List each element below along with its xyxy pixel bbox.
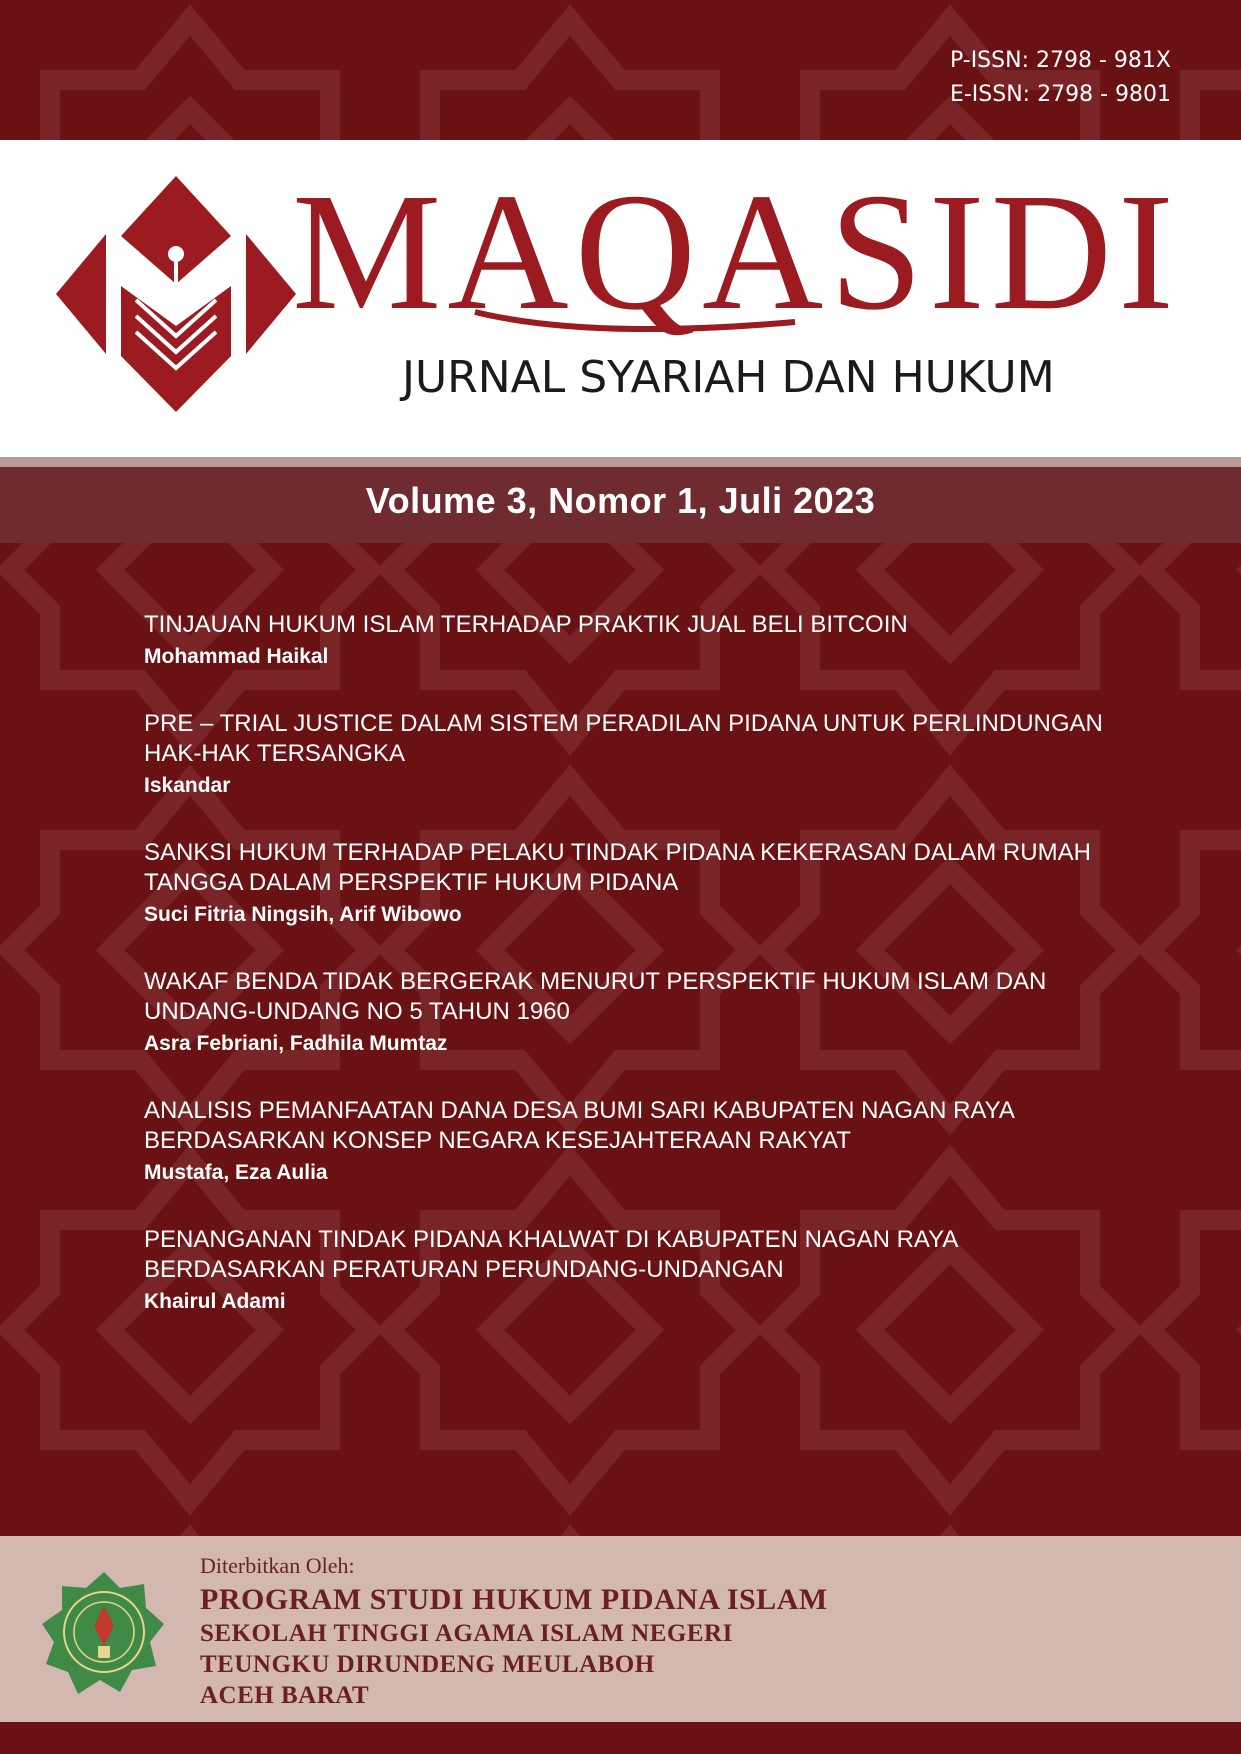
publisher-program: PROGRAM STUDI HUKUM PIDANA ISLAM [200, 1583, 828, 1616]
journal-subtitle: JURNAL SYARIAH DAN HUKUM [402, 352, 1055, 403]
bottom-stripe [0, 1722, 1241, 1754]
print-issn: P-ISSN: 2798 - 981X [949, 48, 1171, 73]
publisher-label: Diterbitkan Oleh: [200, 1553, 355, 1578]
electronic-issn: E-ISSN: 2798 - 9801 [949, 82, 1171, 107]
article-authors: Mohammad Haikal [144, 645, 329, 668]
article-item [144, 967, 1134, 1059]
publisher-institution: SEKOLAH TINGGI AGAMA ISLAM NEGERI [200, 1620, 733, 1647]
article-item [144, 1225, 1134, 1317]
institution-seal-logo [40, 1570, 168, 1698]
publisher-region: ACEH BARAT [200, 1682, 370, 1709]
publisher-block [200, 1550, 828, 1711]
pen-nib-diamond-logo [56, 176, 296, 412]
issue-label: Volume 3, Nomor 1, Juli 2023 [365, 480, 876, 521]
article-item [144, 1096, 1134, 1188]
article-title: PENANGANAN TINDAK PIDANA KHALWAT DI KABUPATEN NAGAN RAYA BERDASARKAN PERATURAN PERUNDANG-UNDANGAN [144, 1226, 958, 1283]
article-item [144, 709, 1134, 801]
article-authors: Suci Fitria Ningsih, Arif Wibowo [144, 903, 462, 926]
article-authors: Mustafa, Eza Aulia [144, 1161, 328, 1184]
article-authors: Asra Febriani, Fadhila Mumtaz [144, 1032, 448, 1055]
article-title: PRE – TRIAL JUSTICE DALAM SISTEM PERADILAN PIDANA UNTUK PERLINDUNGAN HAK-HAK TERSANGKA [144, 710, 1103, 767]
article-title: SANKSI HUKUM TERHADAP PELAKU TINDAK PIDANA KEKERASAN DALAM RUMAH TANGGA DALAM PERSPEKTIF HUKUM PIDANA [144, 839, 1091, 896]
article-title: TINJAUAN HUKUM ISLAM TERHADAP PRAKTIK JUAL BELI BITCOIN [144, 611, 908, 638]
article-item [144, 838, 1134, 930]
masthead-divider [0, 457, 1241, 467]
article-title: WAKAF BENDA TIDAK BERGERAK MENURUT PERSPEKTIF HUKUM ISLAM DAN UNDANG-UNDANG NO 5 TAHUN 1960 [144, 968, 1047, 1025]
publisher-campus: TEUNGKU DIRUNDENG MEULABOH [200, 1651, 655, 1678]
article-authors: Khairul Adami [144, 1290, 286, 1313]
article-list [144, 610, 1134, 1317]
journal-name: MAQASIDI [292, 159, 1180, 345]
article-title: ANALISIS PEMANFAATAN DANA DESA BUMI SARI KABUPATEN NAGAN RAYA BERDASARKAN KONSEP NEGARA KESEJAHTERAAN RAKYAT [144, 1097, 1014, 1154]
issue-band [0, 467, 1241, 543]
article-item [144, 610, 1134, 672]
wordmark-swash [470, 300, 800, 350]
article-authors: Iskandar [144, 774, 231, 797]
issn-block [950, 44, 1171, 112]
